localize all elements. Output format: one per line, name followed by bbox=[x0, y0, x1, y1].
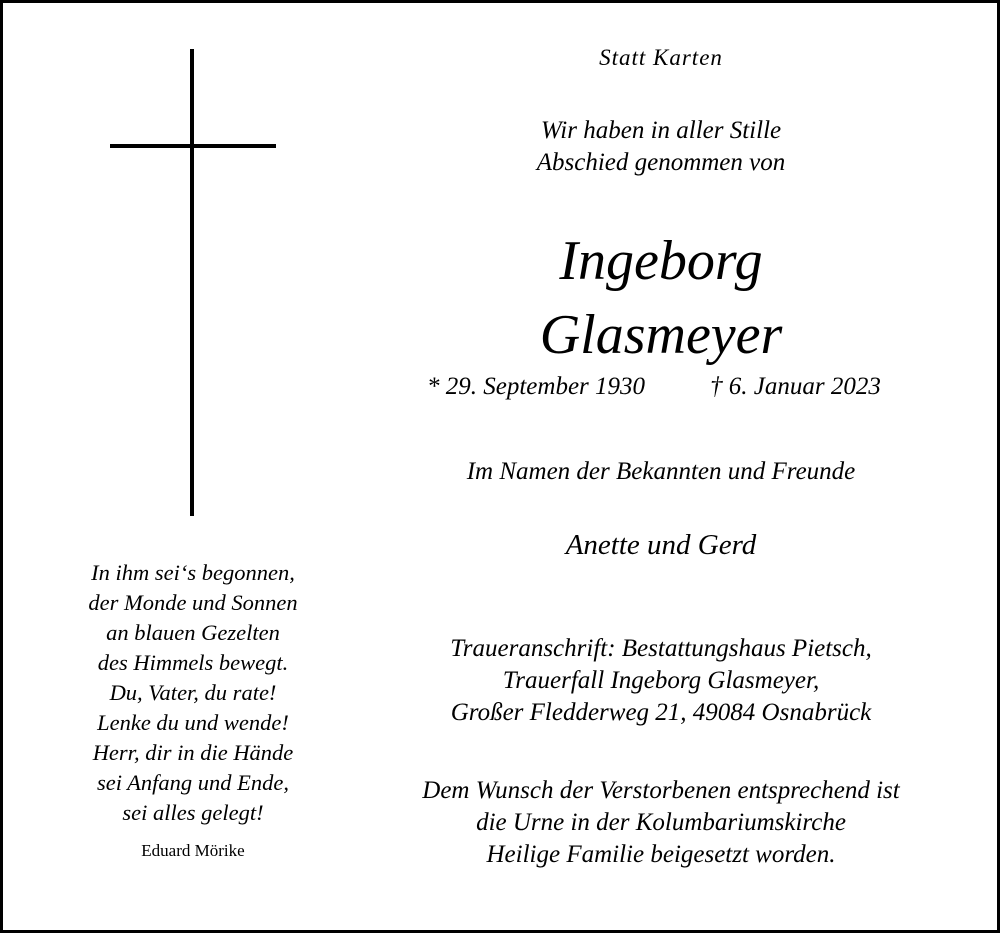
poem-line: sei alles gelegt! bbox=[122, 800, 264, 825]
intro-text bbox=[401, 115, 921, 179]
mourners-names: Anette und Gerd bbox=[565, 529, 757, 561]
header-statt-karten: Statt Karten bbox=[599, 45, 723, 70]
poem-line: der Monde und Sonnen bbox=[88, 590, 298, 615]
deceased-first-name: Ingeborg bbox=[559, 230, 763, 292]
poem-author: Eduard Mörike bbox=[141, 841, 245, 860]
birth-date: * 29. September 1930 bbox=[427, 373, 646, 400]
mourning-address bbox=[401, 633, 921, 729]
poem-line: an blauen Gezelten bbox=[106, 620, 280, 645]
notice-line: Heilige Familie beigesetzt worden. bbox=[486, 841, 836, 868]
poem-line: des Himmels bewegt. bbox=[97, 650, 289, 675]
poem-line: Lenke du und wende! bbox=[97, 710, 289, 735]
poem-line: Du, Vater, du rate! bbox=[109, 680, 277, 705]
address-line: Trauerfall Ingeborg Glasmeyer, bbox=[502, 667, 820, 694]
notice-line: die Urne in der Kolumbariumskirche bbox=[476, 809, 846, 836]
burial-notice bbox=[401, 775, 921, 871]
intro-line: Wir haben in aller Stille bbox=[540, 117, 782, 144]
poem-line: sei Anfang und Ende, bbox=[96, 770, 290, 795]
intro-line: Abschied genommen von bbox=[536, 149, 786, 176]
poem-line: In ihm sei‘s begonnen, bbox=[91, 560, 295, 585]
address-line: Traueranschrift: Bestattungshaus Pietsch, bbox=[450, 635, 872, 662]
poem-line: Herr, dir in die Hände bbox=[92, 740, 294, 765]
cross-vertical-bar bbox=[190, 49, 194, 516]
deceased-last-name: Glasmeyer bbox=[539, 304, 783, 366]
notice-line: Dem Wunsch der Verstorbenen entsprechend ist bbox=[422, 777, 900, 804]
address-line: Großer Fledderweg 21, 49084 Osnabrück bbox=[450, 699, 872, 726]
poem bbox=[63, 558, 323, 828]
on-behalf-text: Im Namen der Bekannten und Freunde bbox=[466, 458, 856, 485]
cross-horizontal-bar bbox=[110, 144, 276, 148]
death-date: † 6. Januar 2023 bbox=[710, 373, 881, 400]
